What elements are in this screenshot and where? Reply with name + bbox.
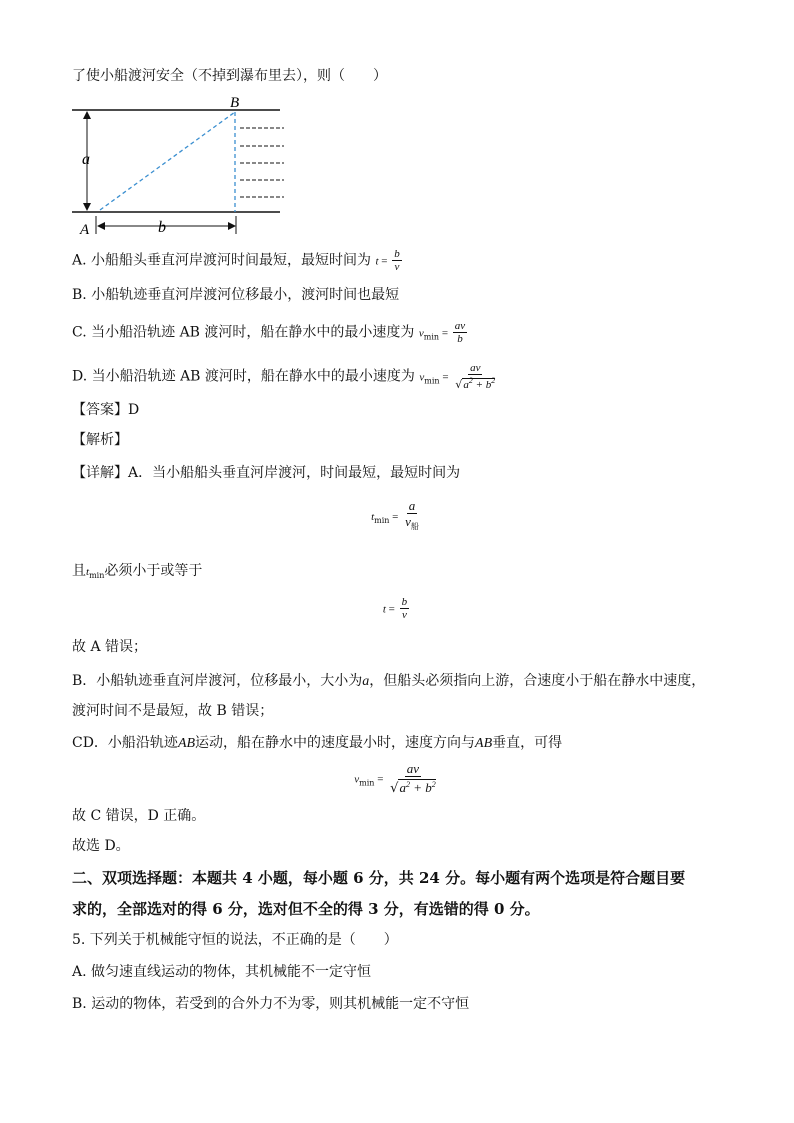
analysis-title: 【解析】 [72,432,128,448]
and-post: 必须小于或等于 [104,563,203,579]
para-CD-mid: 运动，船在静水中的速度最小时，速度方向与 [195,735,476,751]
conclusion-2: 故选 D。 [72,838,130,854]
label-A: A [80,222,90,238]
para-CD [72,733,562,754]
para-B-2: 渡河时间不是最短，故 B 错误； [72,703,274,719]
river-diagram [70,92,290,240]
para-B-1 [72,671,705,692]
option-B: B. 小船轨迹垂直河岸渡河位移最小，渡河时间也最短 [72,287,400,303]
answer-line: 【答案】D [72,402,140,418]
option-D: D. 当小船沿轨迹 AB 渡河时，船在静水中的最小速度为 $v_{min}$ = $\frac{av}{√a^2 + b^2}$ [72,362,496,391]
label-a: a [82,151,90,168]
detail-A: 【详解】A．当小船船头垂直河岸渡河，时间最短，最短时间为 [72,465,461,481]
section-heading-1: 二、双项选择题：本题共 4 小题，每小题 6 分，共 24 分。每小题有两个选项是符合题目要 [72,869,686,887]
equation-t: t = $\frac{b}{v}$ [382,596,408,621]
question-5: 5. 下列关于机械能守恒的说法，不正确的是（ ） [72,932,398,948]
para-CD-var1: AB [177,736,196,751]
and-pre: 且 [72,563,86,579]
question-5-option-B: B. 运动的物体，若受到的合外力不为零，则其机械能一定不守恒 [72,996,470,1012]
wrong-A: 故 A 错误； [72,639,148,655]
para-CD-post: 垂直，可得 [492,735,563,751]
label-B: B [230,95,240,111]
and-line: 且$t_{min}$必须小于或等于 [72,563,203,580]
question-5-option-A: A. 做匀速直线运动的物体，其机械能不一定守恒 [72,964,372,980]
section-heading-2: 求的，全部选对的得 6 分，选对但不全的得 3 分，有选错的得 0 分。 [72,900,540,918]
option-A-text: A. 小船船头垂直河岸渡河时间最短，最短时间为 [72,252,372,269]
conclusion-1: 故 C 错误，D 正确。 [72,808,206,824]
para-CD-var2: AB [475,736,493,751]
equation-tmin: $t_{min}$ = $\frac{a}{v_船}$ [371,498,419,531]
option-D-text: D. 当小船沿轨迹 AB 渡河时，船在静水中的最小速度为 [72,368,415,385]
para-B-1-text: B．小船轨迹垂直河岸渡河，位移最小，大小为 [72,673,363,689]
para-B-1-var: a [362,674,370,689]
para-CD-pre: CD．小船沿轨迹 [72,735,178,751]
option-C: C. 当小船沿轨迹 AB 渡河时，船在静水中的最小速度为 $v_{min}$ = $\frac{av}{b}$ [72,320,466,345]
para-B-1-rest: ，但船头必须指向上游，合速度小于船在静水中速度， [369,673,706,689]
question-intro: 了使小船渡河安全（不掉到瀑布里去），则（ ） [72,68,387,84]
equation-vmin: $v_{min}$ = $\frac{av}{√a^2 + b^2}$ [354,761,436,796]
option-A: A. 小船船头垂直河岸渡河时间最短，最短时间为 t = $\frac{b}{v}$ [72,248,400,273]
option-C-text: C. 当小船沿轨迹 AB 渡河时，船在静水中的最小速度为 [72,324,415,341]
label-b: b [158,219,166,236]
